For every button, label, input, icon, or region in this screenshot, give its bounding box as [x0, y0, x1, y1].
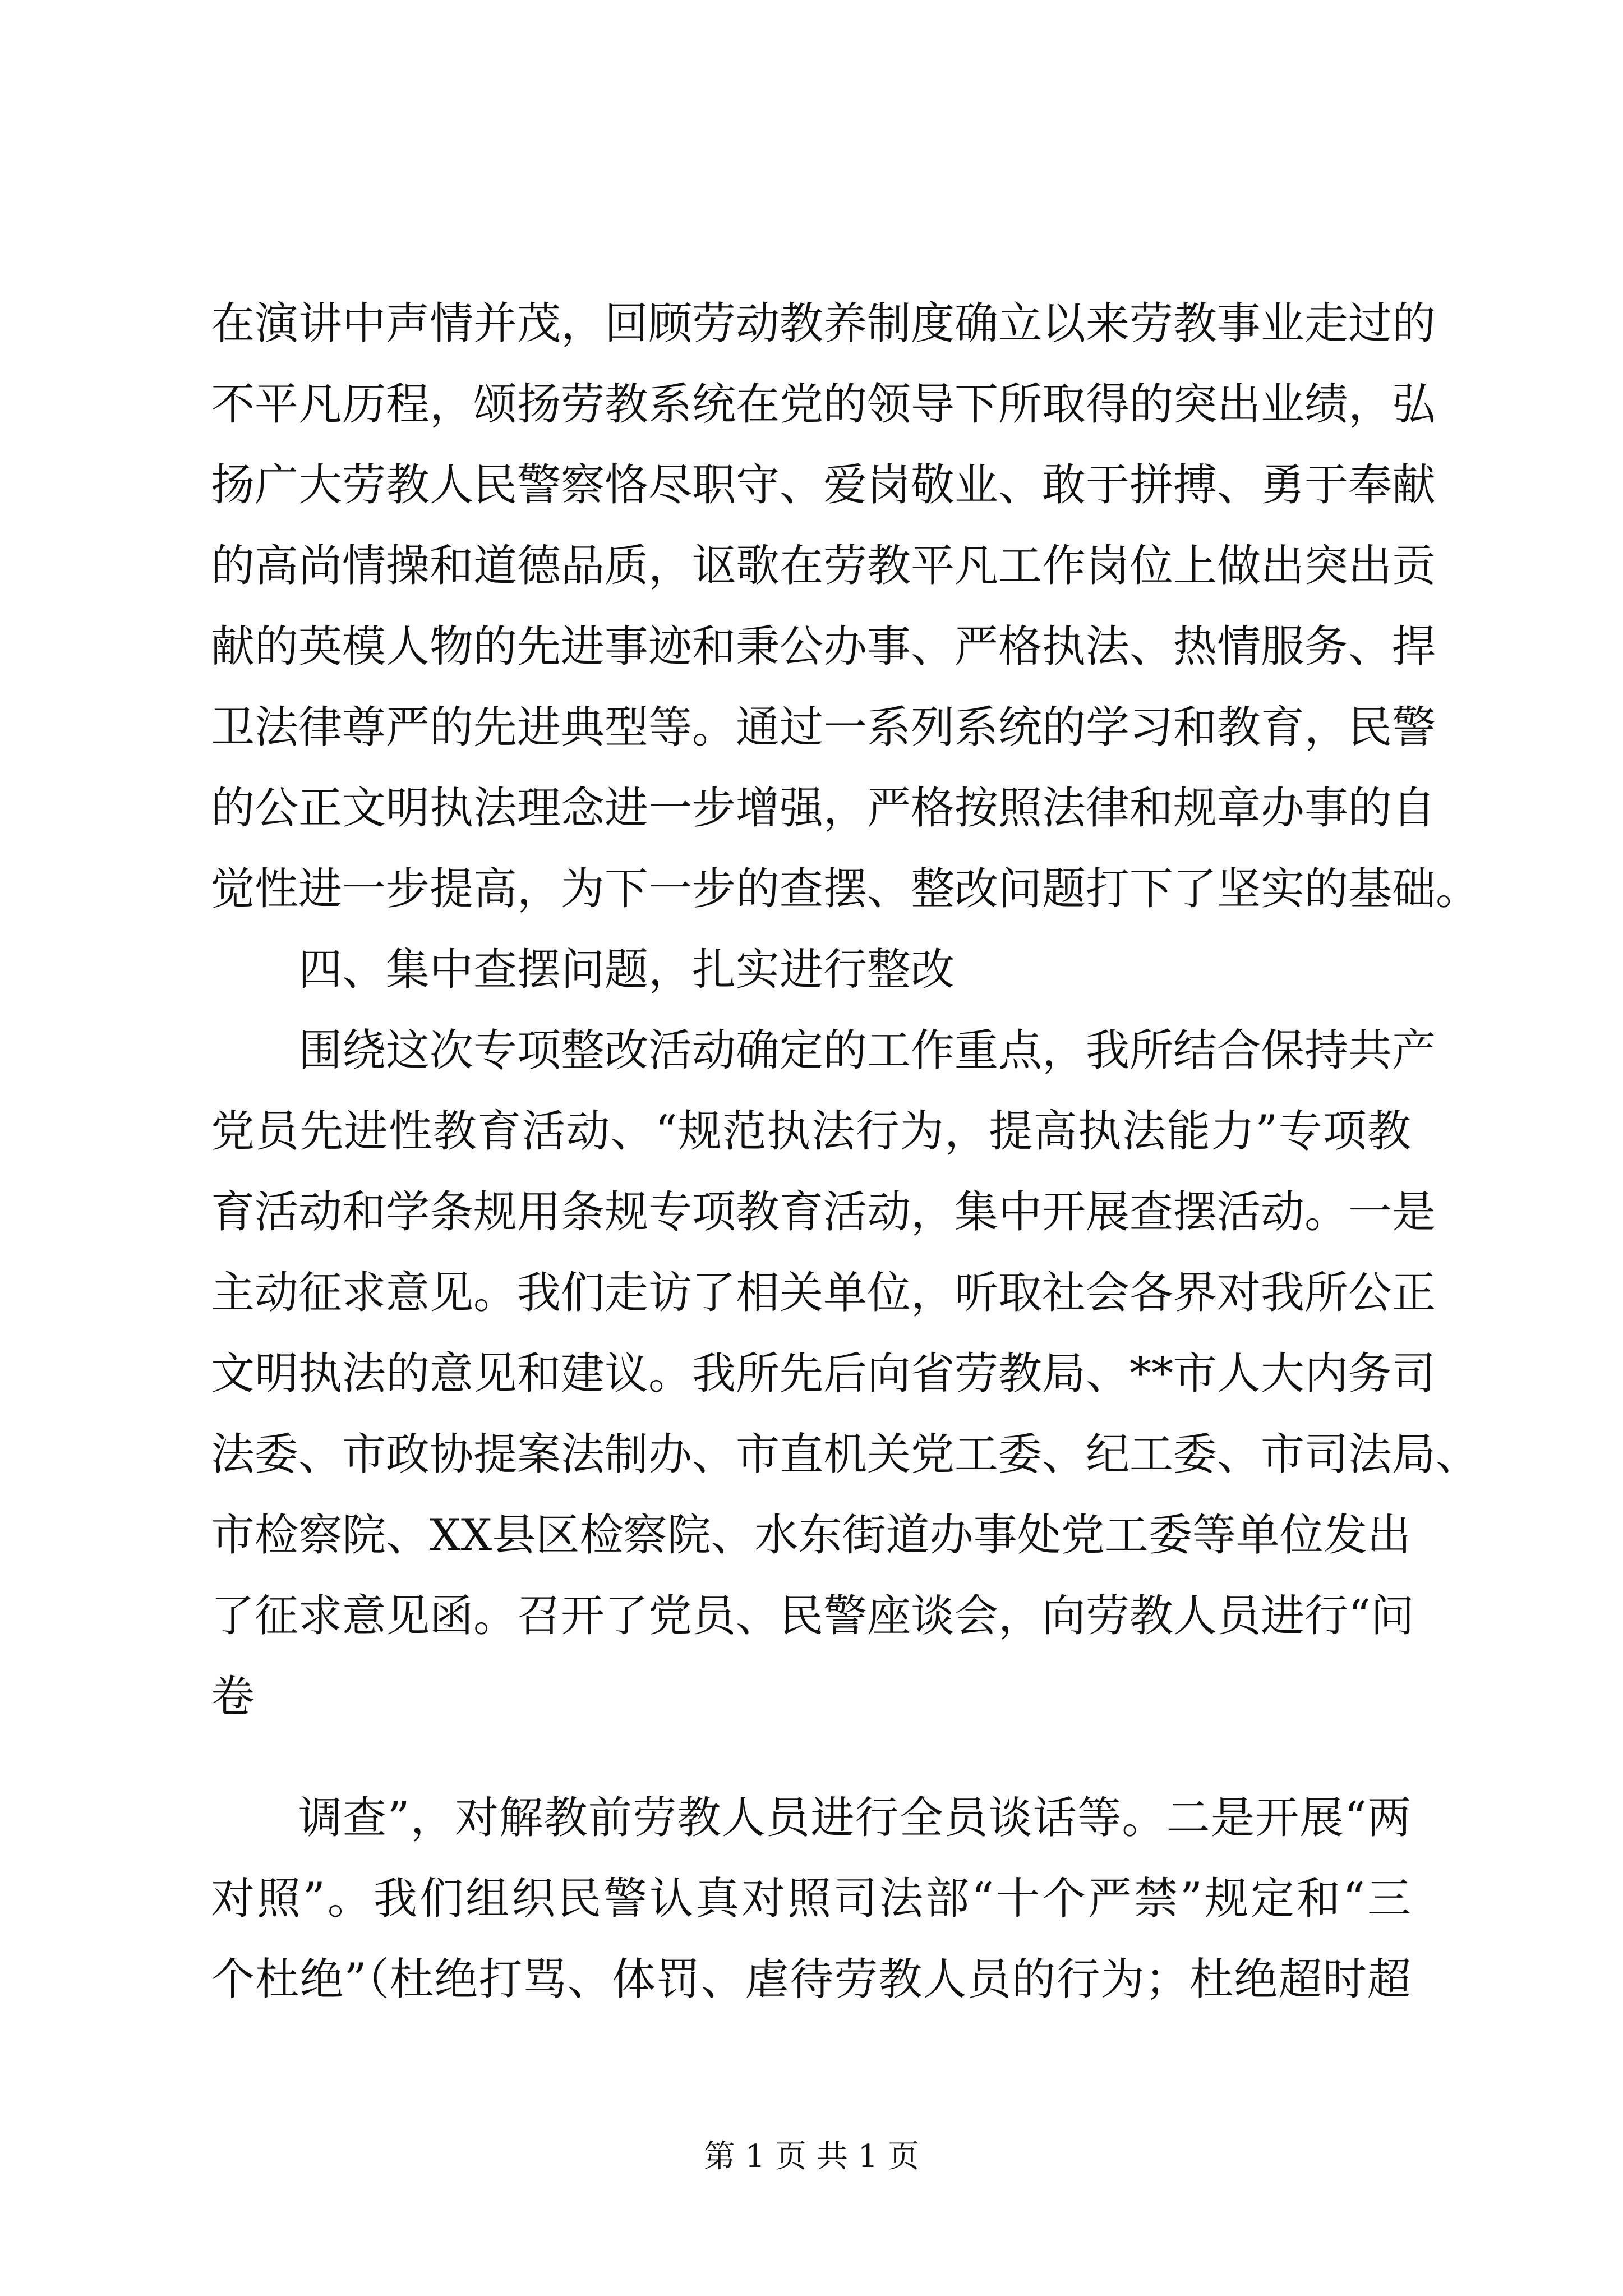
text-line-2: 不平凡历程，颂扬劳教系统在党的领导下所取得的突出业绩，弘 — [211, 379, 1436, 430]
text-line-18: 卷 — [211, 1672, 255, 1722]
text-line-19: 调查”，对解教前劳教人员进行全员谈话等。二是开展“两 — [298, 1793, 1411, 1843]
text-line-3: 扬广大劳教人民警察恪尽职守、爱岗敬业、敢于拼搏、勇于奉献 — [211, 460, 1436, 510]
section-heading: 四、集中查摆问题，扎实进行整改 — [298, 945, 955, 995]
text-line-11: 党员先进性教育活动、“规范执法行为，提高执法能力”专项教 — [211, 1106, 1411, 1157]
text-line-6: 卫法律尊严的先进典型等。通过一系列系统的学习和教育，民警 — [211, 702, 1436, 753]
text-line-4: 的高尚情操和道德品质，讴歌在劳教平凡工作岗位上做出突出贡 — [211, 541, 1436, 591]
text-line-13: 主动征求意见。我们走访了相关单位，听取社会各界对我所公正 — [211, 1268, 1436, 1318]
text-line-1: 在演讲中声情并茂，回顾劳动教养制度确立以来劳教事业走过的 — [211, 298, 1436, 349]
text-line-5: 献的英模人物的先进事迹和秉公办事、严格执法、热情服务、捍 — [211, 622, 1436, 672]
page-footer: 第 1 页 共 1 页 — [703, 2138, 920, 2175]
text-line-12: 育活动和学条规用条规专项教育活动，集中开展查摆活动。一是 — [211, 1187, 1436, 1237]
text-line-15: 法委、市政协提案法制办、市直机关党工委、纪工委、市司法局、 — [211, 1429, 1480, 1480]
text-line-20: 对照”。我们组织民警认真对照司法部“十个严禁”规定和“三 — [211, 1874, 1411, 1924]
text-line-8: 觉性进一步提高，为下一步的查摆、整改问题打下了坚实的基础。 — [211, 864, 1480, 914]
text-line-17: 了征求意见函。召开了党员、民警座谈会，向劳教人员进行“问 — [211, 1591, 1414, 1641]
text-line-7: 的公正文明执法理念进一步增强，严格按照法律和规章办事的自 — [211, 783, 1436, 834]
document-body — [211, 283, 1480, 2020]
text-line-21: 个杜绝”（杜绝打骂、体罚、虐待劳教人员的行为；杜绝超时超 — [211, 1954, 1411, 2005]
text-line-10: 围绕这次专项整改活动确定的工作重点，我所结合保持共产 — [298, 1025, 1436, 1076]
text-line-14: 文明执法的意见和建议。我所先后向省劳教局、**市人大内务司 — [211, 1349, 1436, 1399]
text-line-16: 市检察院、XX县区检察院、水东街道办事处党工委等单位发出 — [211, 1510, 1411, 1561]
paragraph-gap — [211, 1737, 1411, 1778]
